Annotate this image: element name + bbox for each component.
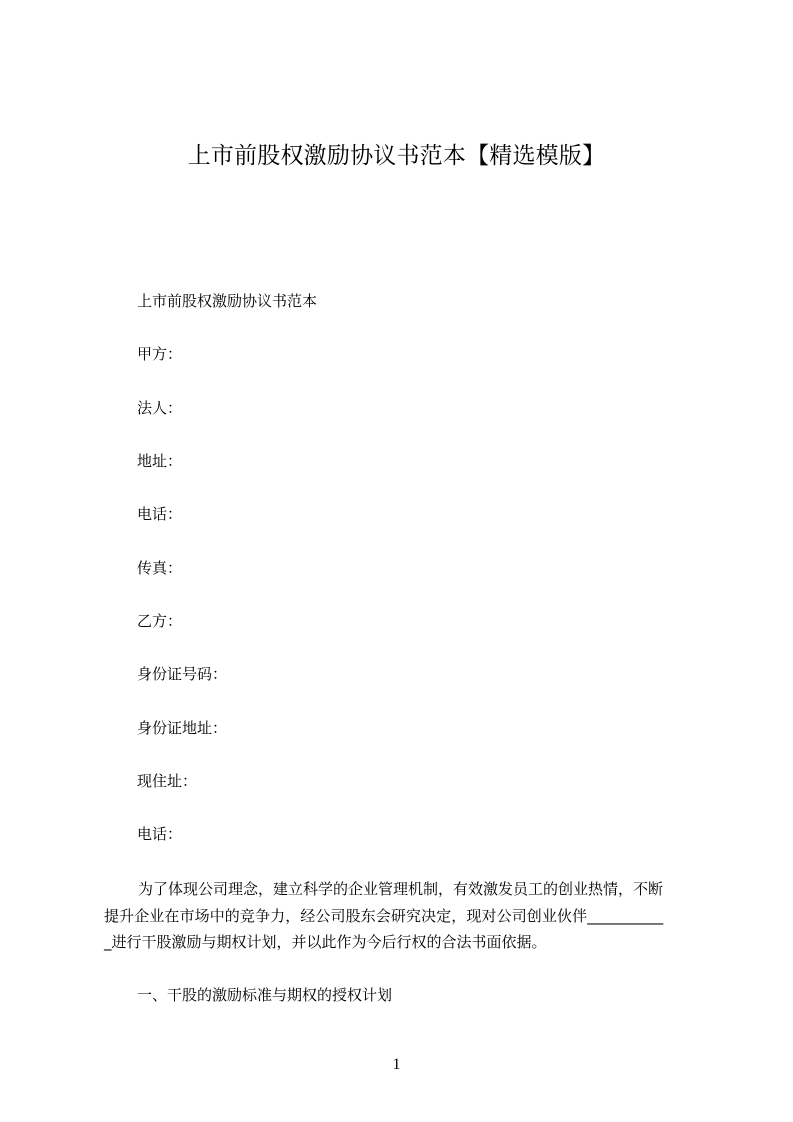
paragraph-line-1: 为了体现公司理念，建立科学的企业管理机制，有效激发员工的创业热情，不断 xyxy=(138,880,664,898)
field-party-a: 甲方： xyxy=(137,345,183,363)
intro-paragraph xyxy=(104,876,704,956)
field-id-address: 身份证地址： xyxy=(137,719,228,737)
section-heading: 一、干股的激励标准与期权的授权计划 xyxy=(137,986,393,1004)
field-address: 地址： xyxy=(137,452,183,470)
field-party-b: 乙方： xyxy=(137,612,183,630)
document-subtitle: 上市前股权激励协议书范本 xyxy=(137,292,318,310)
page-number: 1 xyxy=(392,1056,401,1073)
field-id-number: 身份证号码： xyxy=(137,665,228,683)
field-fax: 传真： xyxy=(137,559,183,577)
document-title: 上市前股权激励协议书范本【精选模版】 xyxy=(187,143,606,169)
paragraph-line-2: 提升企业在市场中的竞争力，经公司股东会研究决定，现对公司创业伙伴__________ xyxy=(104,906,664,925)
field-legal-person: 法人： xyxy=(137,399,183,417)
field-phone-b: 电话： xyxy=(137,825,183,843)
paragraph-line-3: _进行干股激励与期权计划，并以此作为今后行权的合法书面依据。 xyxy=(104,933,547,951)
field-current-address: 现住址： xyxy=(137,772,198,790)
field-phone-a: 电话： xyxy=(137,505,183,523)
